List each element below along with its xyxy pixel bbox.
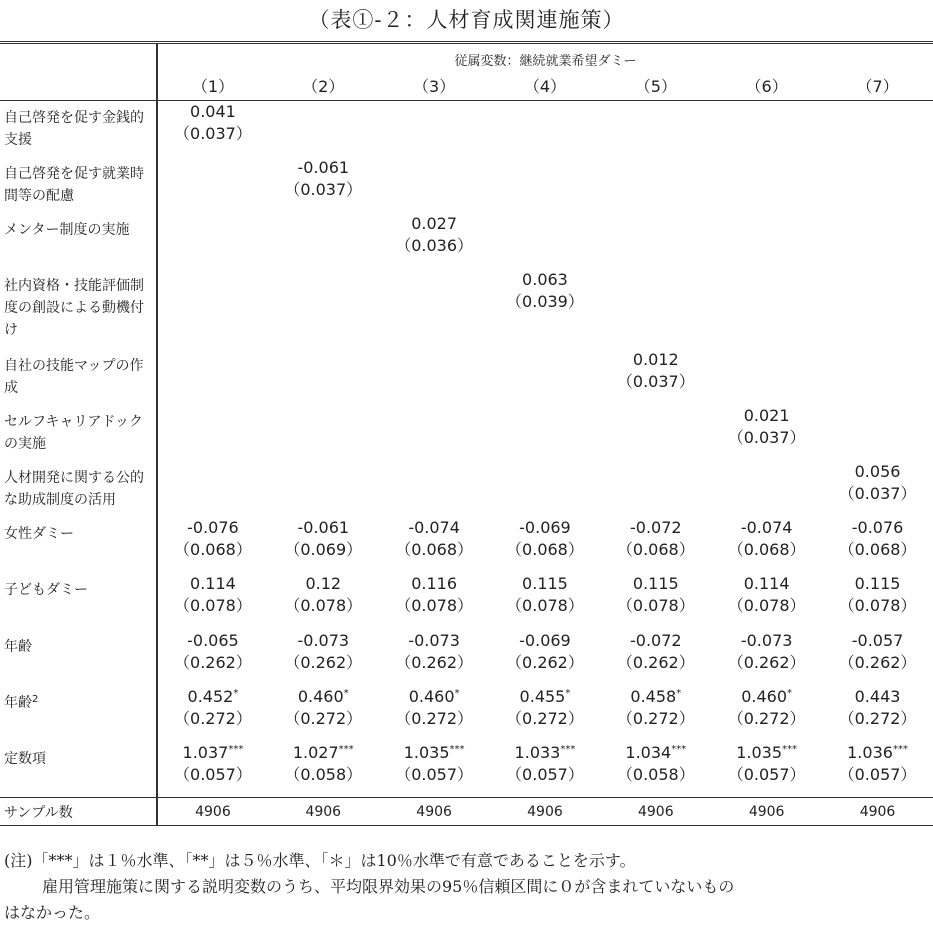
note-line-1: (注)「***」は１％水準、「**」は５％水準、「＊」は10％水準で有意であることを示す。	[4, 851, 636, 870]
row-label-cell	[0, 686, 157, 742]
row-label-cell	[0, 349, 157, 405]
coefficient: -0.074	[408, 517, 460, 537]
coefficient: 0.460	[741, 686, 788, 706]
column-header: （1）	[157, 74, 268, 101]
coefficient: -0.074	[740, 517, 793, 537]
significance-stars: ***	[338, 743, 354, 755]
estimate-cell	[379, 157, 490, 213]
table-row	[0, 405, 933, 461]
standard-error: （0.272）	[395, 708, 474, 728]
row-label-text: セルフキャリアドックの実施	[4, 413, 143, 452]
estimate-cell	[600, 157, 711, 213]
column-header: （6）	[711, 74, 822, 101]
estimate-cell	[600, 573, 711, 630]
estimate-cell	[711, 742, 822, 798]
table-row	[0, 213, 933, 269]
coefficient: 0.443	[854, 686, 901, 706]
sample-size-row	[0, 798, 933, 826]
estimate-cell	[711, 405, 822, 461]
estimate-cell	[600, 101, 711, 157]
estimate-cell	[379, 630, 490, 686]
estimate-cell	[490, 630, 601, 686]
coefficient: 0.460	[408, 686, 455, 706]
sample-size-value: 4906	[268, 798, 379, 826]
coefficient: 0.021	[743, 405, 790, 425]
estimate-cell	[157, 461, 268, 517]
row-label	[0, 405, 156, 455]
coefficient: -0.061	[297, 157, 350, 177]
estimate-cell	[490, 461, 601, 517]
estimate-cell	[379, 742, 490, 798]
significance-stars: ***	[892, 743, 908, 755]
standard-error: （0.272）	[616, 708, 695, 728]
row-label-cell	[0, 269, 157, 349]
row-label-text: 女性ダミー	[4, 525, 74, 542]
estimate-cell	[268, 101, 379, 157]
estimate-cell	[600, 742, 711, 798]
estimate-cell	[157, 630, 268, 686]
coefficient: 0.114	[190, 573, 236, 593]
row-label-text: 年齢	[4, 694, 32, 711]
row-label-text: 自己啓発を促す就業時間等の配慮	[4, 165, 144, 204]
sample-size-value: 4906	[822, 798, 933, 826]
coefficient: -0.073	[408, 630, 460, 650]
estimate-cell	[268, 157, 379, 213]
estimate-cell	[822, 517, 933, 573]
row-label	[0, 630, 156, 658]
estimate-cell	[157, 269, 268, 349]
coefficient: 1.034	[625, 742, 672, 762]
estimate-cell	[711, 461, 822, 517]
sample-size-value: 4906	[157, 798, 268, 826]
coefficient: -0.076	[851, 517, 904, 537]
coefficient: 0.056	[854, 461, 901, 481]
header-label-cell	[0, 74, 157, 101]
standard-error: （0.057）	[395, 764, 474, 784]
standard-error: （0.078）	[506, 595, 584, 615]
estimate-cell	[711, 349, 822, 405]
table-row	[0, 349, 933, 405]
estimate-cell	[268, 349, 379, 405]
column-header: （3）	[379, 74, 490, 101]
coefficient: 0.115	[632, 573, 679, 593]
estimate-cell	[379, 213, 490, 269]
standard-error: （0.037）	[838, 483, 917, 503]
estimate-cell	[379, 573, 490, 630]
coefficient: -0.072	[630, 630, 682, 650]
estimate-cell	[600, 461, 711, 517]
estimate-cell	[822, 461, 933, 517]
standard-error: （0.078）	[395, 595, 474, 615]
estimate-cell	[157, 686, 268, 742]
dependent-variable-label: 従属変数：継続就業希望ダミー	[157, 43, 933, 75]
standard-error: （0.262）	[506, 652, 584, 672]
estimate-cell	[379, 269, 490, 349]
column-header: （7）	[822, 74, 933, 101]
sample-size-value: 4906	[490, 798, 601, 826]
coefficient: -0.076	[187, 517, 239, 537]
estimate-cell	[157, 349, 268, 405]
row-label	[0, 101, 156, 151]
row-label	[0, 517, 156, 545]
sample-size-value: 4906	[711, 798, 822, 826]
estimate-cell	[268, 742, 379, 798]
estimate-cell	[711, 269, 822, 349]
coefficient: -0.073	[740, 630, 793, 650]
estimate-cell	[600, 349, 711, 405]
estimate-cell	[822, 630, 933, 686]
standard-error: （0.262）	[395, 652, 474, 672]
standard-error: （0.272）	[284, 708, 363, 728]
standard-error: （0.069）	[284, 539, 363, 559]
significance-stars: *	[676, 687, 682, 699]
coefficient: 0.115	[854, 573, 901, 593]
coefficient: 1.027	[292, 742, 339, 762]
standard-error: （0.068）	[727, 539, 806, 559]
significance-stars: *	[787, 687, 793, 699]
header-label-cell	[0, 43, 157, 75]
regression-table	[0, 41, 933, 826]
row-label-cell	[0, 101, 157, 157]
row-label	[0, 686, 156, 714]
standard-error: （0.078）	[727, 595, 806, 615]
estimate-cell	[822, 686, 933, 742]
coefficient: 1.035	[736, 742, 783, 762]
estimate-cell	[157, 573, 268, 630]
table-row	[0, 742, 933, 798]
estimate-cell	[822, 573, 933, 630]
standard-error: （0.272）	[506, 708, 584, 728]
standard-error: （0.078）	[616, 595, 695, 615]
row-label-text: メンター制度の実施	[4, 221, 130, 238]
coefficient: 1.036	[847, 742, 893, 762]
standard-error: （0.262）	[727, 652, 806, 672]
significance-stars: *	[233, 687, 239, 699]
estimate-cell	[711, 213, 822, 269]
estimate-cell	[157, 213, 268, 269]
row-label-text: 定数項	[4, 750, 46, 767]
standard-error: （0.262）	[616, 652, 695, 672]
significance-stars: ***	[449, 743, 465, 755]
estimate-cell	[711, 630, 822, 686]
estimate-cell	[157, 101, 268, 157]
note-line-2: 雇用管理施策に関する説明変数のうち、平均限界効果の95％信頼区間に０が含まれていないもの	[42, 877, 735, 896]
note-line-3: はなかった。	[4, 903, 101, 922]
row-label-cell	[0, 461, 157, 517]
estimate-cell	[490, 686, 601, 742]
row-label-text: 子どもダミー	[4, 581, 88, 598]
standard-error: （0.058）	[616, 764, 695, 784]
standard-error: （0.057）	[174, 764, 252, 784]
estimate-cell	[490, 742, 601, 798]
standard-error: （0.037）	[284, 179, 363, 199]
estimate-cell	[822, 405, 933, 461]
coefficient: -0.073	[297, 630, 350, 650]
standard-error: （0.272）	[727, 708, 806, 728]
significance-stars: ***	[228, 743, 244, 755]
standard-error: （0.078）	[838, 595, 917, 615]
coefficient: 0.041	[190, 102, 236, 121]
estimate-cell	[268, 517, 379, 573]
significance-stars: ***	[560, 743, 576, 755]
coefficient: 0.455	[519, 686, 566, 706]
estimate-cell	[490, 101, 601, 157]
estimate-cell	[157, 517, 268, 573]
row-label-text: 人材開発に関する公的な助成制度の活用	[4, 469, 144, 508]
estimate-cell	[600, 686, 711, 742]
significance-stars: *	[454, 687, 460, 699]
significance-stars: ***	[671, 743, 687, 755]
row-label	[0, 573, 156, 601]
table-row	[0, 269, 933, 349]
estimate-cell	[490, 573, 601, 630]
standard-error: （0.068）	[506, 539, 584, 559]
estimate-cell	[157, 405, 268, 461]
row-label-text: 年齢	[4, 638, 32, 655]
sample-size-value: 4906	[600, 798, 711, 826]
estimate-cell	[822, 157, 933, 213]
standard-error: （0.068）	[395, 539, 474, 559]
estimate-cell	[490, 405, 601, 461]
table-row	[0, 101, 933, 157]
standard-error: （0.039）	[506, 291, 584, 311]
table-row	[0, 517, 933, 573]
estimate-cell	[822, 101, 933, 157]
row-label-cell	[0, 742, 157, 798]
estimate-cell	[490, 517, 601, 573]
estimate-cell	[379, 686, 490, 742]
estimate-cell	[379, 101, 490, 157]
row-label	[0, 269, 156, 341]
coefficient: 0.063	[522, 269, 568, 289]
sample-size-value: 4906	[379, 798, 490, 826]
coefficient: -0.061	[297, 517, 350, 537]
coefficient: -0.057	[851, 630, 904, 650]
estimate-cell	[490, 157, 601, 213]
table-row	[0, 630, 933, 686]
coefficient: 0.12	[305, 573, 342, 593]
significance-stars: *	[565, 687, 571, 699]
estimate-cell	[822, 213, 933, 269]
row-label-cell	[0, 213, 157, 269]
estimate-cell	[822, 349, 933, 405]
estimate-cell	[490, 349, 601, 405]
estimate-cell	[379, 461, 490, 517]
coefficient: 0.458	[630, 686, 677, 706]
standard-error: （0.078）	[174, 595, 252, 615]
standard-error: （0.037）	[727, 427, 806, 447]
estimate-cell	[822, 742, 933, 798]
estimate-cell	[711, 101, 822, 157]
row-label	[0, 742, 156, 770]
coefficient: 0.027	[411, 213, 458, 233]
standard-error: （0.272）	[174, 708, 252, 728]
row-label-text: 自社の技能マップの作成	[4, 357, 144, 396]
coefficient: -0.069	[519, 630, 571, 650]
coefficient: -0.065	[187, 630, 239, 650]
standard-error: （0.037）	[174, 124, 252, 143]
row-label	[0, 461, 156, 511]
estimate-cell	[711, 686, 822, 742]
row-label	[0, 157, 156, 207]
standard-error: （0.262）	[284, 652, 363, 672]
column-header: （4）	[490, 74, 601, 101]
standard-error: （0.036）	[395, 235, 474, 255]
coefficient: 0.116	[411, 573, 458, 593]
row-label-cell	[0, 157, 157, 213]
estimate-cell	[268, 213, 379, 269]
standard-error: （0.262）	[838, 652, 917, 672]
column-header: （2）	[268, 74, 379, 101]
header-row-dependent-variable	[0, 43, 933, 75]
column-header: （5）	[600, 74, 711, 101]
table-row	[0, 157, 933, 213]
standard-error: （0.058）	[284, 764, 363, 784]
estimate-cell	[600, 405, 711, 461]
superscript: 2	[32, 693, 39, 705]
coefficient: 0.114	[743, 573, 790, 593]
row-label-cell	[0, 517, 157, 573]
standard-error: （0.068）	[838, 539, 917, 559]
coefficient: 1.033	[514, 742, 561, 762]
estimate-cell	[490, 213, 601, 269]
estimate-cell	[379, 517, 490, 573]
coefficient: 0.460	[297, 686, 344, 706]
coefficient: -0.069	[519, 517, 571, 537]
estimate-cell	[268, 573, 379, 630]
row-label-text: 社内資格・技能評価制度の創設による動機付け	[4, 277, 144, 338]
significance-stars: *	[343, 687, 349, 699]
standard-error: （0.057）	[838, 764, 917, 784]
coefficient: 0.012	[632, 349, 679, 369]
header-row-columns	[0, 74, 933, 101]
standard-error: （0.068）	[174, 539, 252, 559]
estimate-cell	[711, 517, 822, 573]
table-row	[0, 573, 933, 630]
estimate-cell	[600, 517, 711, 573]
coefficient: -0.072	[630, 517, 682, 537]
estimate-cell	[600, 213, 711, 269]
estimate-cell	[157, 157, 268, 213]
estimate-cell	[711, 573, 822, 630]
table-notes	[4, 848, 929, 926]
estimate-cell	[268, 405, 379, 461]
estimate-cell	[268, 686, 379, 742]
estimate-cell	[268, 630, 379, 686]
coefficient: 1.037	[182, 742, 229, 762]
estimate-cell	[490, 269, 601, 349]
estimate-cell	[822, 269, 933, 349]
estimate-cell	[379, 349, 490, 405]
table-row	[0, 461, 933, 517]
row-label-cell	[0, 630, 157, 686]
standard-error: （0.037）	[616, 371, 695, 391]
estimate-cell	[711, 157, 822, 213]
row-label	[0, 213, 156, 241]
significance-stars: ***	[782, 743, 798, 755]
estimate-cell	[268, 461, 379, 517]
standard-error: （0.272）	[838, 708, 917, 728]
standard-error: （0.078）	[284, 595, 363, 615]
row-label-cell	[0, 573, 157, 630]
estimate-cell	[379, 405, 490, 461]
coefficient: 0.115	[522, 573, 568, 593]
estimate-cell	[268, 269, 379, 349]
estimate-cell	[157, 742, 268, 798]
standard-error: （0.057）	[727, 764, 806, 784]
row-label-text: 自己啓発を促す金銭的支援	[4, 110, 144, 148]
row-label-cell	[0, 405, 157, 461]
standard-error: （0.057）	[506, 764, 584, 784]
coefficient: 1.035	[403, 742, 450, 762]
row-label	[0, 349, 156, 399]
table-row	[0, 686, 933, 742]
coefficient: 0.452	[187, 686, 234, 706]
estimate-cell	[600, 269, 711, 349]
standard-error: （0.068）	[616, 539, 695, 559]
sample-size-label: サンプル数	[0, 798, 157, 826]
estimate-cell	[600, 630, 711, 686]
table-title: （表①-２：人材育成関連施策）	[308, 8, 625, 32]
standard-error: （0.262）	[174, 652, 252, 672]
